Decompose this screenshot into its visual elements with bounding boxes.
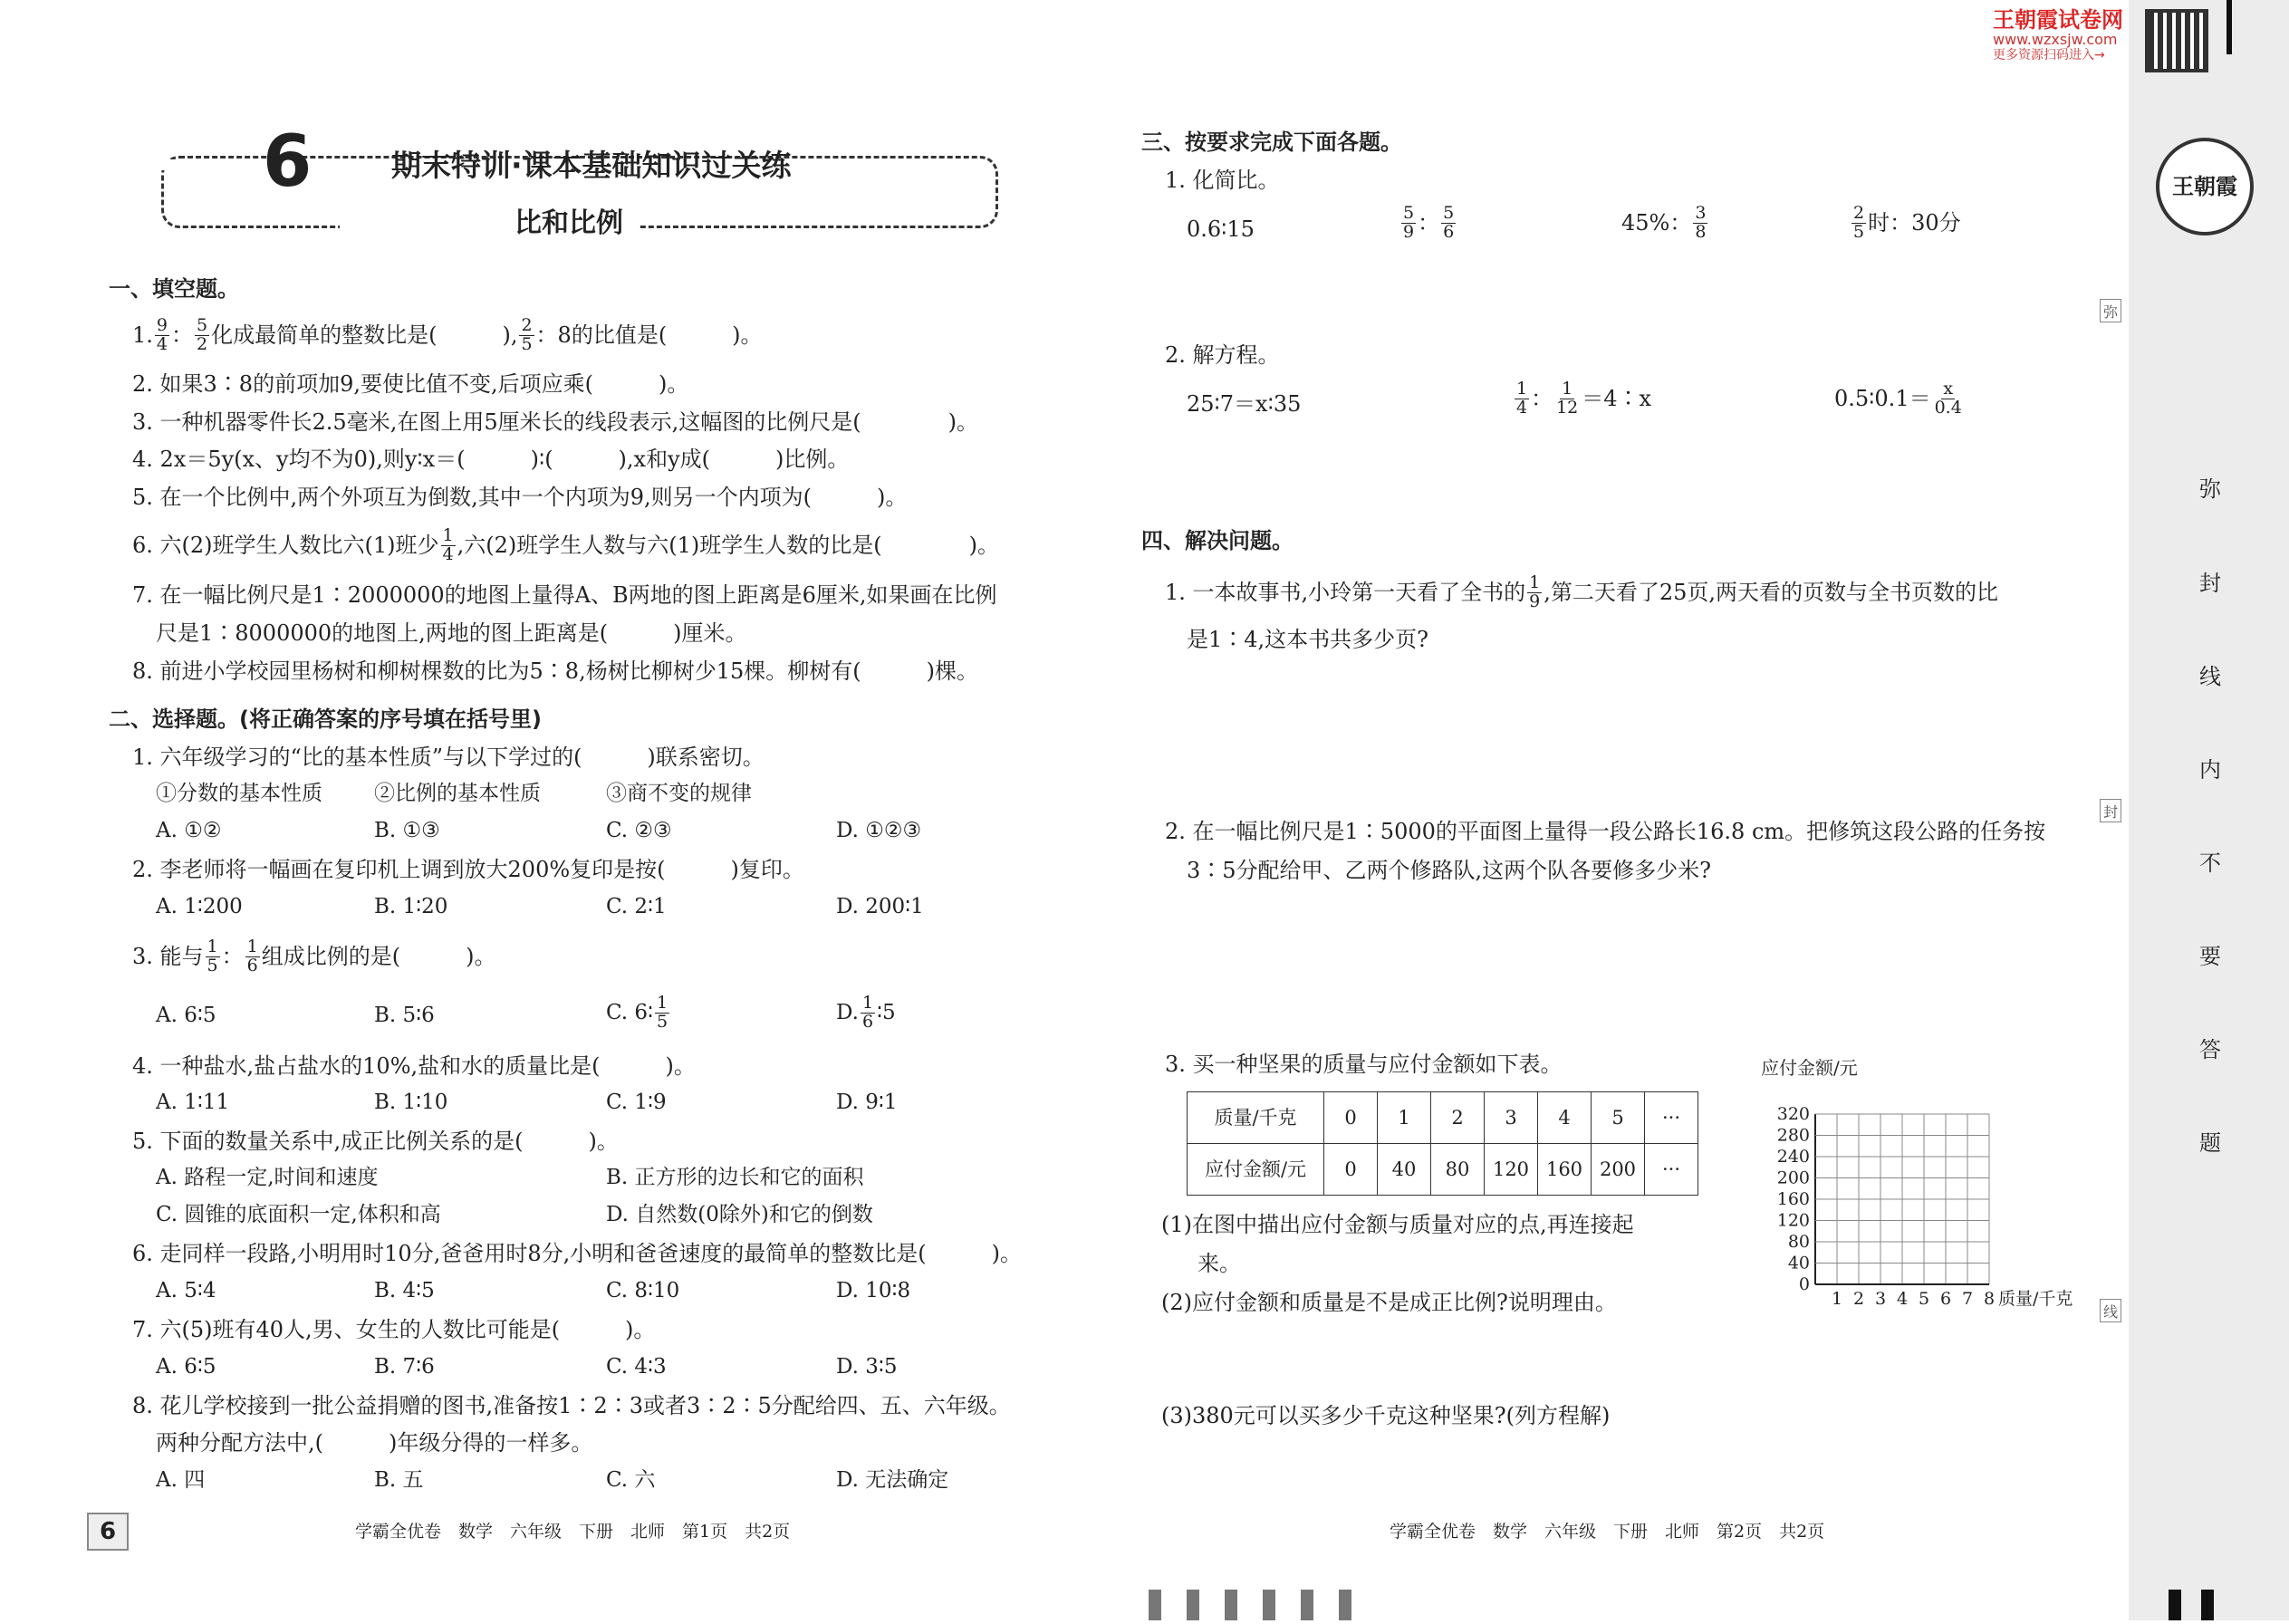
y-tick-label: 160 bbox=[1776, 1189, 1810, 1209]
price-chart bbox=[1761, 1083, 2087, 1319]
side-char: 封 bbox=[2199, 571, 2221, 596]
option-c[interactable]: C. 6∶ 1 5 bbox=[606, 993, 668, 1032]
section-choice-title: 二、选择题。(将正确答案的序号填在括号里) bbox=[109, 706, 542, 732]
table-header-cell: 应付金额/元 bbox=[1188, 1144, 1324, 1196]
fraction: x 0.4 bbox=[1934, 379, 1962, 418]
x-tick-label: 7 bbox=[1961, 1289, 1974, 1309]
y-tick-label: 120 bbox=[1776, 1210, 1810, 1231]
fraction: 5 6 bbox=[1443, 203, 1455, 242]
seal-logo bbox=[2156, 138, 2254, 235]
option-b[interactable]: B. 五 bbox=[374, 1468, 424, 1492]
side-char: 题 bbox=[2199, 1130, 2221, 1156]
table-cell: 200 bbox=[1592, 1144, 1645, 1196]
fraction: 5 9 bbox=[1403, 203, 1415, 242]
y-tick-label: 80 bbox=[1787, 1232, 1810, 1252]
option-b[interactable]: B. 7∶6 bbox=[374, 1355, 435, 1379]
x-tick-label: 1 bbox=[1831, 1289, 1843, 1309]
fraction: 3 8 bbox=[1695, 203, 1707, 242]
side-char: 要 bbox=[2199, 944, 2221, 969]
table-cell: 0 bbox=[1324, 1144, 1378, 1196]
option-b[interactable]: B. 5∶6 bbox=[374, 1004, 435, 1027]
option-a[interactable]: A. 路程一定,时间和速度 bbox=[156, 1166, 379, 1189]
table-cell: 40 bbox=[1378, 1144, 1431, 1196]
x-tick-label: 3 bbox=[1874, 1289, 1887, 1309]
problem-4-2-cont: 3∶5分配给甲、乙两个修路队,这两个队各要修多少米? bbox=[1187, 858, 1712, 883]
option-a[interactable]: A. 6∶5 bbox=[156, 1355, 216, 1379]
table-cell: 160 bbox=[1538, 1144, 1592, 1196]
page-subtitle: 比和比例 bbox=[515, 207, 623, 239]
sub-question-1-cont: 来。 bbox=[1197, 1251, 1241, 1276]
seal-name: 王朝霞 bbox=[2172, 173, 2237, 199]
y-tick-label: 240 bbox=[1776, 1147, 1810, 1167]
x-tick-label: 4 bbox=[1896, 1289, 1909, 1309]
fraction: 2 5 bbox=[1853, 203, 1865, 242]
equation: 1 4 ： 1 12 ＝4∶x bbox=[1516, 379, 1652, 418]
option-b[interactable]: B. 正方形的边长和它的面积 bbox=[606, 1166, 864, 1189]
option-c[interactable]: C. 圆锥的底面积一定,体积和高 bbox=[156, 1203, 441, 1226]
watermark-note: 更多资源扫码进入→ bbox=[1993, 48, 2105, 62]
equation: 0.5∶0.1＝ x 0.4 bbox=[1834, 379, 1962, 418]
question-1-2: 2. 如果3∶8的前项加9,要使比值不变,后项应乘( )。 bbox=[132, 371, 689, 397]
part-solve-equation: 2. 解方程。 bbox=[1165, 342, 1280, 368]
problem-4-2: 2. 在一幅比例尺是1∶5000的平面图上量得一段公路长16.8 cm。把修筑这段公路的任务按 bbox=[1165, 819, 2046, 844]
question-1-1: 1. 9 4 ： 5 2 化成最简单的整数比是( ), 2 5 ：8的比值是( )。 bbox=[132, 315, 763, 354]
table-cell: ··· bbox=[1645, 1144, 1698, 1196]
question-1-6: 6. 六(2)班学生人数比六(1)班少 1 4 ,六(2)班学生人数与六(1)班学生人数的比是( )。 bbox=[132, 525, 999, 564]
fraction: 1 6 bbox=[246, 937, 258, 975]
question-2-3: 3. 能与 1 5 ： 1 6 组成比例的是( )。 bbox=[132, 937, 496, 975]
fraction: 5 2 bbox=[197, 315, 208, 354]
table-cell: 80 bbox=[1431, 1144, 1485, 1196]
option-d[interactable]: D. ①②③ bbox=[836, 819, 922, 842]
question-2-5: 5. 下面的数量关系中,成正比例关系的是( )。 bbox=[132, 1129, 619, 1154]
registration-bars bbox=[1149, 1590, 1377, 1624]
y-tick-label: 200 bbox=[1776, 1168, 1810, 1188]
option-d[interactable]: D. 3∶5 bbox=[836, 1355, 898, 1379]
fraction: 1 6 bbox=[861, 993, 874, 1032]
ratio-expression: 2 5 时：30分 bbox=[1853, 203, 1961, 242]
option-a[interactable]: A. 6∶5 bbox=[156, 1004, 216, 1027]
price-table bbox=[1187, 1091, 1698, 1196]
option-c[interactable]: C. 六 bbox=[606, 1468, 656, 1492]
option-d[interactable]: D. 200∶1 bbox=[836, 895, 924, 918]
x-tick-label: 2 bbox=[1852, 1289, 1865, 1309]
fraction: 1 4 bbox=[1516, 379, 1528, 418]
table-cell: ··· bbox=[1645, 1092, 1698, 1144]
option-c[interactable]: C. 2∶1 bbox=[606, 895, 667, 918]
option-a[interactable]: A. 四 bbox=[156, 1468, 206, 1492]
x-tick-label: 5 bbox=[1918, 1289, 1930, 1309]
binding-strip bbox=[2129, 0, 2289, 1620]
binding-mark: 线 bbox=[2100, 1299, 2121, 1322]
option-c[interactable]: C. 4∶3 bbox=[606, 1355, 667, 1379]
sub-question-2: (2)应付金额和质量是不是成正比例?说明理由。 bbox=[1161, 1290, 1617, 1315]
table-row bbox=[1188, 1092, 1698, 1144]
hint-item: ③商不变的规律 bbox=[606, 782, 752, 805]
option-d[interactable]: D. 9∶1 bbox=[836, 1091, 898, 1114]
question-1-4: 4. 2x＝5y(x、y均不为0),则y∶x＝( )∶( ),x和y成( )比例。 bbox=[132, 447, 850, 472]
footer-left: 学霸全优卷 数学 六年级 下册 北师 第1页 共2页 bbox=[355, 1522, 791, 1542]
y-tick-label: 40 bbox=[1787, 1253, 1810, 1273]
option-a[interactable]: A. 1∶11 bbox=[156, 1091, 230, 1114]
question-2-4: 4. 一种盐水,盐占盐水的10%,盐和水的质量比是( )。 bbox=[132, 1053, 696, 1079]
part-simplify-ratio: 1. 化简比。 bbox=[1165, 168, 1280, 193]
ratio-expression: 0.6∶15 bbox=[1187, 216, 1255, 242]
option-d[interactable]: D. 自然数(0除外)和它的倒数 bbox=[606, 1203, 873, 1226]
option-b[interactable]: B. 1∶10 bbox=[374, 1091, 448, 1114]
option-d[interactable]: D. 1 6 ∶5 bbox=[836, 993, 896, 1032]
option-d[interactable]: D. 10∶8 bbox=[836, 1279, 911, 1302]
x-tick-label: 8 bbox=[1983, 1289, 1996, 1309]
page-title: 期末特训·课本基础知识过关练 bbox=[391, 148, 792, 183]
unit-number: 6 bbox=[263, 121, 313, 203]
watermark-url: www.wzxsjw.com bbox=[1993, 31, 2118, 48]
sub-question-3: (3)380元可以买多少千克这种坚果?(列方程解) bbox=[1161, 1403, 1611, 1428]
table-cell: 1 bbox=[1378, 1092, 1431, 1144]
binding-bar bbox=[2226, 0, 2232, 54]
table-cell: 2 bbox=[1431, 1092, 1485, 1144]
page-number-badge: 6 bbox=[87, 1513, 129, 1551]
side-char: 弥 bbox=[2199, 476, 2221, 502]
table-row bbox=[1188, 1144, 1698, 1196]
option-a[interactable]: A. 5∶4 bbox=[156, 1279, 216, 1302]
table-cell: 120 bbox=[1485, 1144, 1538, 1196]
fraction: 9 4 bbox=[156, 315, 168, 354]
table-header-cell: 质量/千克 bbox=[1188, 1092, 1324, 1144]
x-tick-label: 6 bbox=[1939, 1289, 1952, 1309]
fraction: 1 5 bbox=[207, 937, 218, 975]
equation: 25∶7＝x∶35 bbox=[1187, 391, 1302, 417]
option-a[interactable]: A. ①② bbox=[156, 819, 222, 842]
side-char: 线 bbox=[2199, 664, 2221, 689]
option-c[interactable]: C. 1∶9 bbox=[606, 1091, 667, 1114]
y-tick-label: 0 bbox=[1798, 1274, 1810, 1294]
y-tick-label: 280 bbox=[1776, 1125, 1810, 1146]
y-tick-label: 320 bbox=[1776, 1104, 1810, 1124]
question-2-8-cont: 两种分配方法中,( )年级分得的一样多。 bbox=[156, 1430, 593, 1456]
table-cell: 4 bbox=[1538, 1092, 1592, 1144]
question-1-3: 3. 一种机器零件长2.5毫米,在图上用5厘米长的线段表示,这幅图的比例尺是( )。 bbox=[132, 409, 978, 435]
side-char: 不 bbox=[2199, 850, 2221, 876]
table-cell: 3 bbox=[1485, 1092, 1538, 1144]
option-a[interactable]: A. 1∶200 bbox=[156, 895, 243, 918]
fraction: 2 5 bbox=[521, 315, 533, 354]
binding-mark: 封 bbox=[2100, 799, 2121, 822]
question-2-8: 8. 花儿学校接到一批公益捐赠的图书,准备按1∶2∶3或者3∶2∶5分配给四、五、六年级。 bbox=[132, 1393, 1011, 1418]
question-2-7: 7. 六(5)班有40人,男、女生的人数比可能是( )。 bbox=[132, 1317, 656, 1342]
problem-4-3: 3. 买一种坚果的质量与应付金额如下表。 bbox=[1165, 1052, 1563, 1077]
hint-item: ①分数的基本性质 bbox=[156, 782, 322, 805]
fraction: 1 9 bbox=[1529, 572, 1541, 611]
section-fill-blank-title: 一、填空题。 bbox=[109, 276, 239, 302]
question-2-6: 6. 走同样一段路,小明用时10分,爸爸用时8分,小明和爸爸速度的最简单的整数比是( )。 bbox=[132, 1241, 1022, 1266]
binding-mark: 弥 bbox=[2100, 299, 2121, 322]
watermark-brand: 王朝霞试卷网 bbox=[1993, 7, 2123, 33]
option-b[interactable]: B. 4∶5 bbox=[374, 1279, 435, 1302]
problem-4-1: 1. 一本故事书,小玲第一天看了全书的 1 9 ,第二天看了25页,两天看的页数与全书页数的比 bbox=[1165, 572, 1999, 611]
hint-item: ②比例的基本性质 bbox=[374, 782, 541, 805]
section-problems-title: 四、解决问题。 bbox=[1141, 528, 1294, 553]
table-cell: 0 bbox=[1324, 1092, 1378, 1144]
fraction: 1 12 bbox=[1556, 379, 1579, 418]
problem-4-1-cont: 是1∶4,这本书共多少页? bbox=[1187, 627, 1429, 652]
question-1-7-cont: 尺是1∶8000000的地图上,两地的图上距离是( )厘米。 bbox=[156, 620, 747, 646]
sub-question-1: (1)在图中描出应付金额与质量对应的点,再连接起 bbox=[1161, 1212, 1634, 1237]
option-c[interactable]: C. ②③ bbox=[606, 819, 672, 842]
option-c[interactable]: C. 8∶10 bbox=[606, 1279, 680, 1302]
watermark bbox=[1993, 9, 2123, 62]
question-1-5: 5. 在一个比例中,两个外项互为倒数,其中一个内项为9,则另一个内项为( )。 bbox=[132, 485, 908, 510]
registration-bars bbox=[2169, 1590, 2214, 1624]
chart-y-label: 应付金额/元 bbox=[1761, 1057, 1858, 1079]
qr-code-icon bbox=[2145, 9, 2208, 72]
question-2-2: 2. 李老师将一幅画在复印机上调到放大200%复印是按( )复印。 bbox=[132, 857, 804, 882]
option-d[interactable]: D. 无法确定 bbox=[836, 1468, 949, 1492]
option-b[interactable]: B. ①③ bbox=[374, 819, 440, 842]
question-1-7: 7. 在一幅比例尺是1∶2000000的地图上量得A、B两地的图上距离是6厘米,如果画在比例 bbox=[132, 582, 997, 608]
ratio-expression: 45%： 3 8 bbox=[1621, 203, 1707, 242]
x-axis-label: 质量/千克 bbox=[1998, 1289, 2073, 1309]
footer-right: 学霸全优卷 数学 六年级 下册 北师 第2页 共2页 bbox=[1390, 1522, 1825, 1542]
ratio-expression: 5 9 ： 5 6 bbox=[1403, 203, 1455, 242]
table-cell: 5 bbox=[1592, 1092, 1645, 1144]
option-b[interactable]: B. 1∶20 bbox=[374, 895, 448, 918]
side-char: 内 bbox=[2199, 757, 2221, 783]
side-char: 答 bbox=[2199, 1037, 2221, 1062]
fraction: 1 4 bbox=[442, 525, 454, 564]
question-1-8: 8. 前进小学校园里杨树和柳树棵数的比为5∶8,杨树比柳树少15棵。柳树有( )棵。 bbox=[132, 658, 978, 684]
fraction: 1 5 bbox=[657, 993, 668, 1032]
question-2-1: 1. 六年级学习的“比的基本性质”与以下学过的( )联系密切。 bbox=[132, 745, 765, 770]
section-tasks-title: 三、按要求完成下面各题。 bbox=[1141, 130, 1402, 155]
